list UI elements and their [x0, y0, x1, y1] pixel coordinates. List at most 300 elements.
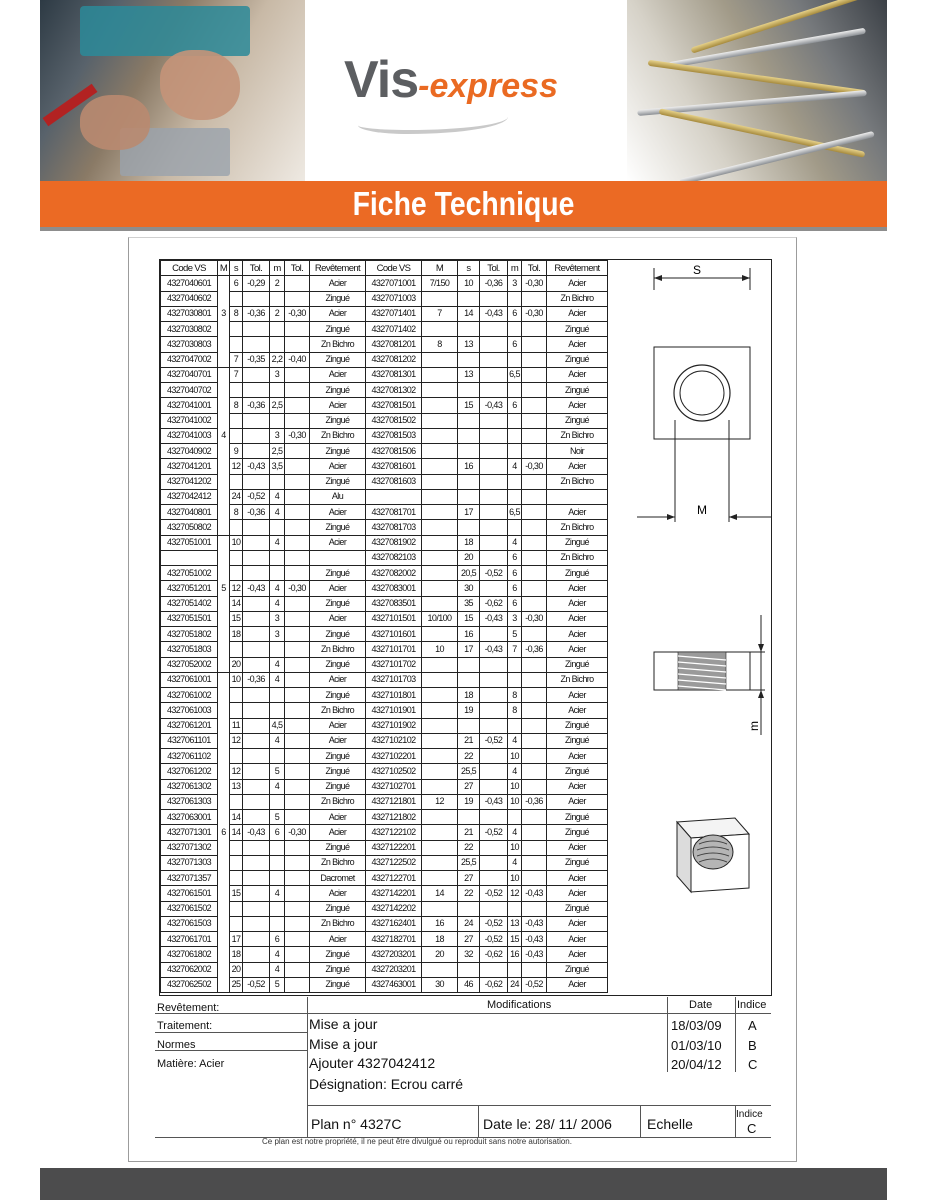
table-cell [522, 962, 547, 977]
table-cell: Acier [547, 840, 608, 855]
table-cell: -0,52 [480, 916, 508, 931]
table-cell [522, 337, 547, 352]
table-cell: 5 [270, 810, 285, 825]
table-cell: 4327061503 [161, 916, 218, 931]
table-cell: -0,62 [480, 596, 508, 611]
table-row [161, 916, 608, 931]
table-cell [522, 672, 547, 687]
table-cell: 18 [458, 688, 480, 703]
table-cell [243, 367, 270, 382]
table-cell: -0,36 [522, 794, 547, 809]
table-cell [547, 489, 608, 504]
table-cell: -0,30 [522, 611, 547, 626]
table-cell [218, 947, 230, 962]
table-cell: Acier [310, 398, 366, 413]
table-cell [270, 703, 285, 718]
table-cell [218, 383, 230, 398]
table-cell [218, 886, 230, 901]
table-cell [218, 444, 230, 459]
table-cell [230, 916, 243, 931]
table-cell [230, 688, 243, 703]
table-cell [230, 337, 243, 352]
table-cell: 4327052002 [161, 657, 218, 672]
table-cell [218, 794, 230, 809]
table-cell: Zn Bichro [547, 474, 608, 489]
table-cell: Acier [310, 611, 366, 626]
table-cell: 6 [508, 581, 522, 596]
table-cell [218, 291, 230, 306]
header-banner [40, 0, 887, 181]
table-cell [218, 810, 230, 825]
table-cell: 20,5 [458, 566, 480, 581]
table-cell: -0,43 [522, 932, 547, 947]
table-cell: 3 [270, 627, 285, 642]
table-header: Revêtement [310, 261, 366, 276]
table-cell: -0,52 [480, 886, 508, 901]
indice-header: Indice [737, 999, 767, 1011]
table-cell [218, 779, 230, 794]
table-cell: 3 [218, 306, 230, 321]
table-cell [230, 642, 243, 657]
table-cell [243, 535, 270, 550]
table-cell: 4327102502 [366, 764, 422, 779]
table-cell [522, 566, 547, 581]
table-cell [218, 413, 230, 428]
table-cell [218, 672, 230, 687]
table-cell: 4327081603 [366, 474, 422, 489]
table-cell: 4327061701 [161, 932, 218, 947]
table-cell: Zingué [310, 688, 366, 703]
table-cell [480, 505, 508, 520]
table-cell: 4327122701 [366, 871, 422, 886]
table-cell: -0,43 [480, 642, 508, 657]
table-cell [230, 383, 243, 398]
table-row [161, 657, 608, 672]
table-cell: 4327142201 [366, 886, 422, 901]
table-row [161, 398, 608, 413]
table-row [161, 749, 608, 764]
table-cell [270, 916, 285, 931]
table-cell: -0,40 [285, 352, 310, 367]
table-row [161, 596, 608, 611]
table-cell [522, 703, 547, 718]
table-cell [243, 611, 270, 626]
ecrou-carre-drawings [637, 260, 772, 995]
table-cell: 15 [508, 932, 522, 947]
table-cell: 4327061802 [161, 947, 218, 962]
table-row [161, 291, 608, 306]
table-cell [522, 550, 547, 565]
table-cell [480, 962, 508, 977]
table-cell [243, 733, 270, 748]
table-cell: 4327101902 [366, 718, 422, 733]
table-cell [480, 291, 508, 306]
table-cell [218, 322, 230, 337]
table-cell [230, 855, 243, 870]
table-cell [230, 413, 243, 428]
table-cell: 4327062002 [161, 962, 218, 977]
table-cell [285, 749, 310, 764]
table-cell [480, 672, 508, 687]
divider [40, 227, 887, 231]
table-cell: 4 [270, 535, 285, 550]
table-cell: Zingué [547, 810, 608, 825]
table-row [161, 459, 608, 474]
table-cell [480, 535, 508, 550]
table-cell: 4 [270, 733, 285, 748]
table-cell [480, 749, 508, 764]
table-cell [522, 474, 547, 489]
table-cell: 15 [458, 611, 480, 626]
table-cell: -0,30 [285, 428, 310, 443]
table-cell [285, 520, 310, 535]
table-cell: 3 [270, 367, 285, 382]
table-cell [243, 642, 270, 657]
table-cell [270, 322, 285, 337]
modification-date: 20/04/12 [671, 1057, 722, 1072]
table-cell: Zingué [547, 322, 608, 337]
table-cell: 8 [422, 337, 458, 352]
table-cell [230, 703, 243, 718]
table-cell: -0,43 [480, 306, 508, 321]
table-cell: Zingué [310, 947, 366, 962]
table-cell: 4327081902 [366, 535, 422, 550]
table-row [161, 474, 608, 489]
table-cell [285, 672, 310, 687]
table-cell: 4327071357 [161, 871, 218, 886]
table-cell [422, 291, 458, 306]
table-cell: 35 [458, 596, 480, 611]
table-cell: Zingué [547, 825, 608, 840]
table-cell: 4327081501 [366, 398, 422, 413]
table-cell [522, 535, 547, 550]
table-cell: Zingué [310, 566, 366, 581]
table-cell: Acier [547, 596, 608, 611]
table-cell [285, 383, 310, 398]
table-cell [243, 550, 270, 565]
table-cell [285, 871, 310, 886]
table-cell [480, 444, 508, 459]
table-row [161, 718, 608, 733]
table-header: Tol. [522, 261, 547, 276]
table-cell: Acier [547, 505, 608, 520]
table-cell: -0,52 [480, 566, 508, 581]
table-cell [285, 840, 310, 855]
table-cell [243, 962, 270, 977]
table-cell: 4327041003 [161, 428, 218, 443]
table-cell [522, 520, 547, 535]
table-cell: 4327040902 [161, 444, 218, 459]
table-cell: 6 [508, 596, 522, 611]
title-block [155, 997, 771, 1149]
table-cell: 4 [270, 886, 285, 901]
date-header: Date [689, 999, 713, 1011]
table-cell: 4327061101 [161, 733, 218, 748]
table-row [161, 764, 608, 779]
table-cell [422, 764, 458, 779]
table-cell: 24 [230, 489, 243, 504]
table-row [161, 932, 608, 947]
table-cell: 5 [218, 581, 230, 596]
table-cell: 12 [508, 886, 522, 901]
table-cell [218, 871, 230, 886]
table-cell: 4327083501 [366, 596, 422, 611]
table-cell [218, 688, 230, 703]
table-cell: Zingué [547, 733, 608, 748]
table-cell: Acier [547, 367, 608, 382]
table-cell: 6 [508, 398, 522, 413]
table-cell [218, 627, 230, 642]
table-cell [522, 840, 547, 855]
table-cell [310, 550, 366, 565]
table-cell [422, 444, 458, 459]
table-cell: 10 [508, 749, 522, 764]
title-banner [40, 181, 887, 227]
table-row [161, 276, 608, 291]
table-cell [480, 337, 508, 352]
table-cell: 46 [458, 977, 480, 992]
table-cell [270, 749, 285, 764]
table-cell [270, 291, 285, 306]
table-cell [522, 901, 547, 916]
table-cell [218, 901, 230, 916]
table-row [161, 886, 608, 901]
table-cell [522, 627, 547, 642]
table-cell [270, 566, 285, 581]
table-cell [218, 367, 230, 382]
modification-text: Ajouter 4327042412 [309, 1055, 436, 1071]
table-cell: 4327071401 [366, 306, 422, 321]
table-cell: -0,52 [480, 733, 508, 748]
table-cell [218, 855, 230, 870]
table-cell [422, 749, 458, 764]
table-cell [458, 962, 480, 977]
table-cell [422, 352, 458, 367]
table-cell: Zn Bichro [310, 855, 366, 870]
table-cell: 12 [230, 733, 243, 748]
table-cell: 4327061202 [161, 764, 218, 779]
table-cell [422, 779, 458, 794]
table-header: Revêtement [547, 261, 608, 276]
table-cell [422, 703, 458, 718]
table-cell: Acier [547, 398, 608, 413]
table-cell: 4 [270, 489, 285, 504]
table-cell [243, 520, 270, 535]
table-cell [422, 733, 458, 748]
table-cell: Acier [547, 627, 608, 642]
table-row [161, 611, 608, 626]
table-cell [422, 581, 458, 596]
table-cell: Acier [547, 611, 608, 626]
table-cell: -0,52 [243, 489, 270, 504]
table-cell [243, 291, 270, 306]
table-cell: Zingué [310, 840, 366, 855]
table-row [161, 627, 608, 642]
dimension-thickness-label: m [747, 721, 761, 731]
table-cell: Zingué [547, 962, 608, 977]
table-cell: 4327030803 [161, 337, 218, 352]
table-cell [422, 550, 458, 565]
table-cell: 25,5 [458, 764, 480, 779]
table-cell: 4327463001 [366, 977, 422, 992]
table-cell: 4327061303 [161, 794, 218, 809]
table-header: m [270, 261, 285, 276]
table-cell: -0,52 [480, 932, 508, 947]
table-cell [243, 749, 270, 764]
table-cell: 14 [422, 886, 458, 901]
table-cell [218, 398, 230, 413]
table-row [161, 337, 608, 352]
table-cell: -0,36 [243, 306, 270, 321]
table-cell: 20 [458, 550, 480, 565]
footer-bar [40, 1168, 887, 1200]
table-cell [522, 749, 547, 764]
table-cell [508, 444, 522, 459]
table-header: M [218, 261, 230, 276]
table-cell [522, 810, 547, 825]
table-cell: Alu [310, 489, 366, 504]
table-cell: 8 [230, 505, 243, 520]
table-row [161, 352, 608, 367]
table-cell: Zingué [310, 596, 366, 611]
table-cell: 4327081506 [366, 444, 422, 459]
table-cell: 18 [230, 627, 243, 642]
table-cell [508, 291, 522, 306]
normes-label: Normes [157, 1039, 196, 1051]
table-row [161, 825, 608, 840]
table-cell [480, 352, 508, 367]
table-cell [422, 840, 458, 855]
table-cell: 4327030801 [161, 306, 218, 321]
table-row [161, 566, 608, 581]
table-row [161, 322, 608, 337]
modification-text: Mise a jour [309, 1016, 378, 1032]
table-cell [422, 901, 458, 916]
table-cell [480, 367, 508, 382]
table-cell: Zingué [547, 718, 608, 733]
table-cell [422, 535, 458, 550]
table-cell: 19 [458, 794, 480, 809]
table-cell [285, 901, 310, 916]
table-cell [285, 444, 310, 459]
table-cell: Acier [547, 306, 608, 321]
table-cell: Acier [310, 535, 366, 550]
table-cell [218, 657, 230, 672]
table-cell [243, 810, 270, 825]
table-cell [270, 520, 285, 535]
page-title: Fiche Technique [352, 185, 575, 222]
table-cell: -0,30 [522, 276, 547, 291]
table-cell [422, 398, 458, 413]
table-cell [230, 840, 243, 855]
table-row [161, 962, 608, 977]
table-cell: Zingué [547, 855, 608, 870]
matiere-label: Matière: Acier [157, 1058, 225, 1070]
table-cell: 6,5 [508, 367, 522, 382]
table-cell: 4327061001 [161, 672, 218, 687]
table-cell: 4327040601 [161, 276, 218, 291]
table-cell: Zingué [547, 383, 608, 398]
table-cell: 27 [458, 932, 480, 947]
table-cell: -0,43 [480, 611, 508, 626]
table-cell [480, 688, 508, 703]
table-cell [522, 398, 547, 413]
table-row [161, 489, 608, 504]
table-cell: Zn Bichro [310, 794, 366, 809]
revetement-label: Revêtement: [157, 1002, 220, 1014]
table-cell: Zingué [310, 413, 366, 428]
table-cell: 14 [458, 306, 480, 321]
table-cell: 4 [270, 962, 285, 977]
table-cell [270, 413, 285, 428]
table-cell: 4 [508, 535, 522, 550]
table-cell: -0,52 [522, 977, 547, 992]
table-cell: 4327071001 [366, 276, 422, 291]
table-cell: 14 [230, 810, 243, 825]
table-cell: 12 [422, 794, 458, 809]
table-row [161, 779, 608, 794]
table-cell [285, 703, 310, 718]
table-cell: 22 [458, 886, 480, 901]
table-cell: Acier [547, 749, 608, 764]
table-cell [218, 733, 230, 748]
table-cell [422, 962, 458, 977]
table-cell: -0,43 [522, 916, 547, 931]
table-cell [422, 383, 458, 398]
table-row [161, 855, 608, 870]
table-cell [366, 489, 422, 504]
table-cell [480, 901, 508, 916]
table-cell: 21 [458, 825, 480, 840]
table-cell: Zn Bichro [547, 428, 608, 443]
table-cell: 11 [230, 718, 243, 733]
modification-indice: B [748, 1038, 757, 1053]
table-cell: Zingué [310, 977, 366, 992]
table-cell [285, 977, 310, 992]
table-cell [218, 337, 230, 352]
modifications-header: Modifications [487, 999, 552, 1011]
table-cell [218, 703, 230, 718]
table-cell [285, 688, 310, 703]
table-cell [230, 749, 243, 764]
table-cell [522, 825, 547, 840]
table-cell: 4327081201 [366, 337, 422, 352]
table-cell [458, 718, 480, 733]
table-cell: 4327081503 [366, 428, 422, 443]
table-cell: 4327051402 [161, 596, 218, 611]
table-cell [285, 627, 310, 642]
table-cell [285, 550, 310, 565]
table-cell: 4 [270, 657, 285, 672]
table-cell: 4327122102 [366, 825, 422, 840]
table-cell: -0,52 [243, 977, 270, 992]
table-cell [218, 459, 230, 474]
table-cell [522, 871, 547, 886]
table-cell: 4 [218, 428, 230, 443]
table-cell: Acier [547, 688, 608, 703]
table-cell: 4327047002 [161, 352, 218, 367]
table-header: Tol. [243, 261, 270, 276]
table-cell: 5 [270, 977, 285, 992]
table-cell [243, 764, 270, 779]
table-cell [270, 383, 285, 398]
table-cell: Acier [310, 367, 366, 382]
table-header: M [422, 261, 458, 276]
table-cell: 4327050802 [161, 520, 218, 535]
table-cell: -0,36 [243, 505, 270, 520]
table-cell: 4327071003 [366, 291, 422, 306]
table-cell [480, 550, 508, 565]
